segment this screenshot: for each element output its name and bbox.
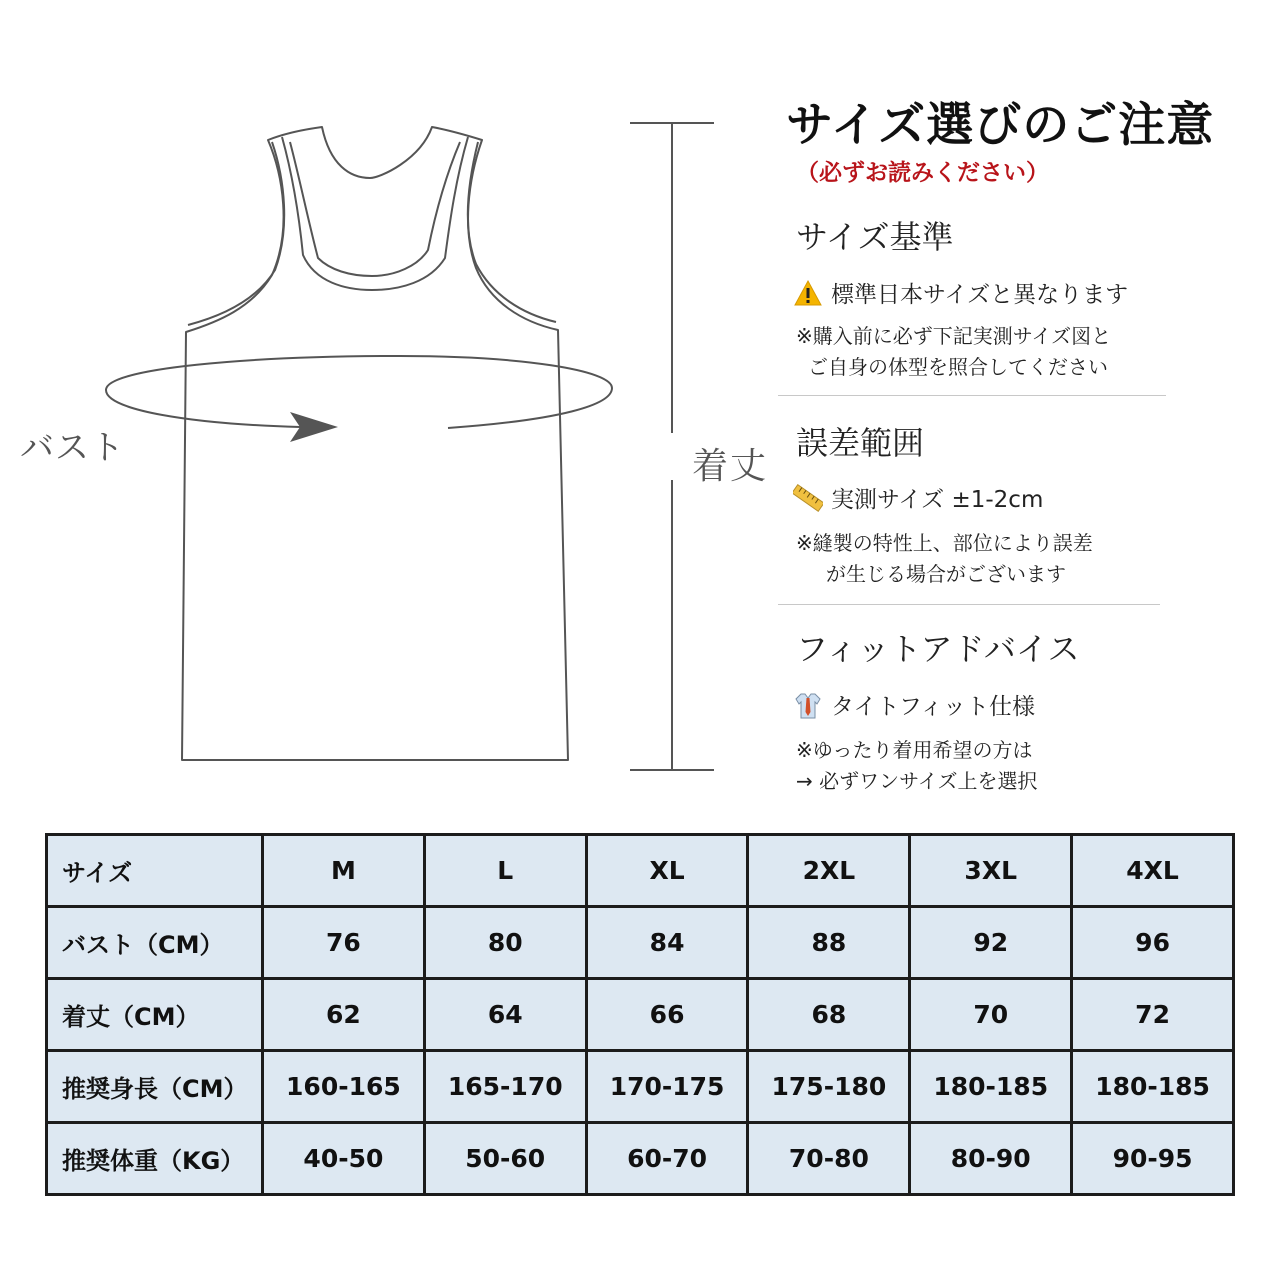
table-row: [47, 1123, 1234, 1195]
bust-label: バスト: [20, 428, 125, 468]
section-divider: [778, 604, 1160, 605]
tolerance-point: [793, 481, 1043, 514]
table-header-cell: 2XL: [748, 835, 910, 907]
table-cell: 62: [263, 979, 425, 1051]
size-standard-text: 標準日本サイズと異なります: [831, 282, 1129, 308]
tank-top-body: [182, 127, 568, 760]
table-cell: 72: [1072, 979, 1234, 1051]
tolerance-note-1: ※縫製の特性上、部位により誤差: [796, 531, 1093, 555]
table-cell: 64: [424, 979, 586, 1051]
table-row: [47, 1051, 1234, 1123]
table-row-label: バスト（CM）: [47, 907, 263, 979]
fit-advice-point: [793, 688, 1035, 721]
table-cell: 90-95: [1072, 1123, 1234, 1195]
table-cell: 84: [586, 907, 748, 979]
neck-trim: [290, 142, 460, 276]
garment-diagram: [0, 0, 780, 820]
warning-icon: [793, 278, 823, 308]
size-standard-note-2: ご自身の体型を照合してください: [808, 355, 1108, 379]
fit-advice-note-2: → 必ずワンサイズ上を選択: [796, 769, 1038, 793]
tolerance-note-2: が生じる場合がございます: [826, 562, 1066, 586]
size-table: [45, 833, 1235, 1196]
armhole-trim-left: [188, 142, 284, 325]
ruler-icon: [793, 483, 823, 513]
table-cell: 66: [586, 979, 748, 1051]
table-cell: 50-60: [424, 1123, 586, 1195]
table-header-cell: L: [424, 835, 586, 907]
table-cell: 80-90: [910, 1123, 1072, 1195]
table-row-label: 推奨体重（KG）: [47, 1123, 263, 1195]
fit-advice-note-1: ※ゆったり着用希望の方は: [796, 738, 1033, 762]
size-standard-note-1: ※購入前に必ず下記実測サイズ図と: [796, 324, 1112, 348]
notice-title: サイズ選びのご注意: [786, 98, 1215, 153]
fit-advice-text: タイトフィット仕様: [831, 694, 1036, 720]
table-cell: 160-165: [263, 1051, 425, 1123]
table-row: [47, 907, 1234, 979]
section-divider: [778, 395, 1166, 396]
length-label: 着丈: [692, 446, 769, 487]
table-header-cell: M: [263, 835, 425, 907]
bust-measure-arrow: [106, 356, 612, 428]
table-header-cell: サイズ: [47, 835, 263, 907]
shirt-icon: [793, 690, 823, 720]
table-cell: 180-185: [1072, 1051, 1234, 1123]
table-cell: 165-170: [424, 1051, 586, 1123]
size-standard-point: [793, 276, 1128, 309]
section-heading-tolerance: 誤差範囲: [796, 424, 925, 462]
table-cell: 88: [748, 907, 910, 979]
table-header-cell: XL: [586, 835, 748, 907]
tank-top-outline: [0, 0, 780, 820]
table-cell: 76: [263, 907, 425, 979]
table-cell: 68: [748, 979, 910, 1051]
table-cell: 92: [910, 907, 1072, 979]
table-header-cell: 3XL: [910, 835, 1072, 907]
table-header-cell: 4XL: [1072, 835, 1234, 907]
tolerance-text: 実測サイズ ±1-2cm: [831, 487, 1044, 513]
table-cell: 60-70: [586, 1123, 748, 1195]
table-row-label: 着丈（CM）: [47, 979, 263, 1051]
table-cell: 40-50: [263, 1123, 425, 1195]
table-cell: 80: [424, 907, 586, 979]
table-row-label: 推奨身長（CM）: [47, 1051, 263, 1123]
table-cell: 70: [910, 979, 1072, 1051]
section-heading-size-standard: サイズ基準: [796, 218, 954, 256]
table-header-row: [47, 835, 1234, 907]
armhole-trim-right: [468, 142, 556, 322]
table-cell: 180-185: [910, 1051, 1072, 1123]
table-cell: 96: [1072, 907, 1234, 979]
table-cell: 175-180: [748, 1051, 910, 1123]
table-cell: 170-175: [586, 1051, 748, 1123]
section-heading-fit-advice: フィットアドバイス: [796, 630, 1080, 668]
table-row: [47, 979, 1234, 1051]
table-cell: 70-80: [748, 1123, 910, 1195]
notice-subtitle: （必ずお読みください）: [796, 160, 1049, 186]
